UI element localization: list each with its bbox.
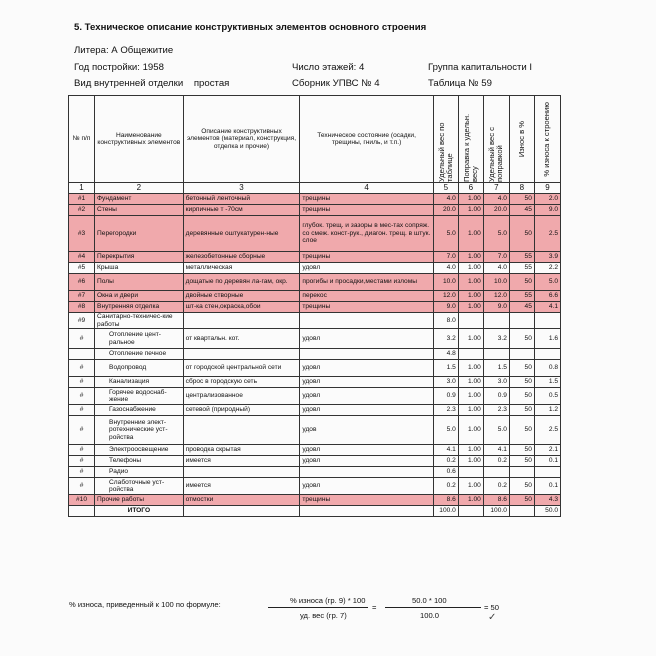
weight-coefficient: 1.00 bbox=[458, 478, 483, 495]
table-row bbox=[69, 445, 561, 456]
col-index: 7 bbox=[483, 183, 509, 194]
element-name: Прочие работы bbox=[95, 495, 184, 506]
weight-adjusted: 4.0 bbox=[483, 263, 509, 274]
wear-building-percent: 2.1 bbox=[534, 445, 560, 456]
total-empty-cell bbox=[183, 506, 300, 517]
element-name: Фундамент bbox=[95, 194, 184, 205]
document-title: 5. Техническое описание конструктивных элементов основного строения bbox=[74, 22, 427, 33]
element-condition: удовл bbox=[300, 388, 433, 405]
element-condition: трещины bbox=[300, 194, 433, 205]
element-description: двойные створные bbox=[183, 291, 300, 302]
weight-adjusted bbox=[483, 467, 509, 478]
weight-adjusted: 4.1 bbox=[483, 445, 509, 456]
weight-coefficient bbox=[458, 349, 483, 360]
weight-coefficient: 1.00 bbox=[458, 456, 483, 467]
element-description: проводка скрытая bbox=[183, 445, 300, 456]
element-description: сброс в городскую сеть bbox=[183, 377, 300, 388]
wear-percent: 45 bbox=[509, 205, 534, 216]
row-number: #6 bbox=[69, 274, 95, 291]
total-row bbox=[69, 506, 561, 517]
wear-percent: 50 bbox=[509, 416, 534, 445]
weight-adjusted: 2.3 bbox=[483, 405, 509, 416]
element-description: кирпичные т -70см bbox=[183, 205, 300, 216]
column-index-row bbox=[69, 183, 561, 194]
row-number: # bbox=[69, 416, 95, 445]
table-row bbox=[69, 478, 561, 495]
col-index: 2 bbox=[95, 183, 184, 194]
weight-table: 4.0 bbox=[433, 194, 458, 205]
element-name: Внутренняя отделка bbox=[95, 302, 184, 313]
row-number: #3 bbox=[69, 216, 95, 252]
weight-adjusted bbox=[483, 349, 509, 360]
row-number: #9 bbox=[69, 313, 95, 329]
weight-table: 20.0 bbox=[433, 205, 458, 216]
table-row bbox=[69, 263, 561, 274]
wear-building-percent: 6.6 bbox=[534, 291, 560, 302]
collection-label: Сборник УПВС № 4 bbox=[292, 78, 380, 89]
table-row bbox=[69, 360, 561, 377]
wear-percent: 50 bbox=[509, 377, 534, 388]
element-description: сетевой (природный) bbox=[183, 405, 300, 416]
element-name: Полы bbox=[95, 274, 184, 291]
element-description: отмостки bbox=[183, 495, 300, 506]
row-number: # bbox=[69, 405, 95, 416]
wear-percent: 55 bbox=[509, 291, 534, 302]
total-empty-cell bbox=[458, 506, 483, 517]
wear-percent: 50 bbox=[509, 194, 534, 205]
weight-coefficient: 1.00 bbox=[458, 274, 483, 291]
weight-table: 8.0 bbox=[433, 313, 458, 329]
element-description: железобетонные сборные bbox=[183, 252, 300, 263]
element-name: Отопление печное bbox=[95, 349, 184, 360]
element-description: имеется bbox=[183, 478, 300, 495]
table-row bbox=[69, 302, 561, 313]
elements-table bbox=[68, 95, 561, 517]
wear-building-percent: 3.9 bbox=[534, 252, 560, 263]
total-empty-cell bbox=[509, 506, 534, 517]
col-index: 1 bbox=[69, 183, 95, 194]
wear-percent: 50 bbox=[509, 445, 534, 456]
col-header-weight-table bbox=[433, 96, 458, 183]
weight-table: 4.8 bbox=[433, 349, 458, 360]
weight-adjusted: 4.0 bbox=[483, 194, 509, 205]
formula-numerator-value: 50.0 * 100 bbox=[412, 596, 447, 605]
floors-label: Число этажей: 4 bbox=[292, 62, 365, 73]
element-name: Радио bbox=[95, 467, 184, 478]
table-row bbox=[69, 194, 561, 205]
element-name: Телефоны bbox=[95, 456, 184, 467]
col-header-no: № п/п bbox=[69, 96, 95, 183]
element-condition bbox=[300, 349, 433, 360]
wear-building-percent bbox=[534, 313, 560, 329]
weight-coefficient: 1.00 bbox=[458, 302, 483, 313]
wear-percent bbox=[509, 313, 534, 329]
element-description: дощатые по деревян ла-гам, окр. bbox=[183, 274, 300, 291]
table-row bbox=[69, 495, 561, 506]
wear-percent: 50 bbox=[509, 388, 534, 405]
weight-adjusted: 5.0 bbox=[483, 416, 509, 445]
weight-table: 1.5 bbox=[433, 360, 458, 377]
col-header-weight-adjusted-text: Удельный вес с поправкой bbox=[487, 127, 505, 182]
weight-coefficient: 1.00 bbox=[458, 445, 483, 456]
element-name: Окна и двери bbox=[95, 291, 184, 302]
element-condition bbox=[300, 313, 433, 329]
wear-building-percent bbox=[534, 467, 560, 478]
weight-table: 0.2 bbox=[433, 456, 458, 467]
weight-table: 5.0 bbox=[433, 416, 458, 445]
weight-adjusted: 5.0 bbox=[483, 216, 509, 252]
element-name: Санитарно-техничес-кие работы bbox=[95, 313, 184, 329]
row-number: # bbox=[69, 445, 95, 456]
row-number: #1 bbox=[69, 194, 95, 205]
weight-adjusted: 3.2 bbox=[483, 329, 509, 349]
element-condition: удовл bbox=[300, 360, 433, 377]
element-condition: перекос bbox=[300, 291, 433, 302]
element-description: деревянные оштукатурен-ные bbox=[183, 216, 300, 252]
row-number: #4 bbox=[69, 252, 95, 263]
wear-building-percent: 2.2 bbox=[534, 263, 560, 274]
wear-building-percent: 2.5 bbox=[534, 216, 560, 252]
weight-coefficient bbox=[458, 467, 483, 478]
col-header-weight-adjusted bbox=[483, 96, 509, 183]
weight-adjusted: 1.5 bbox=[483, 360, 509, 377]
col-index: 9 bbox=[534, 183, 560, 194]
element-description: централизованное bbox=[183, 388, 300, 405]
weight-coefficient: 1.00 bbox=[458, 405, 483, 416]
wear-percent bbox=[509, 349, 534, 360]
element-condition: глубок. трещ. и зазоры в мес-тах сопряж. со смеж. конст-рук., диагон. трещ. в штук. слое bbox=[300, 216, 433, 252]
col-index: 5 bbox=[433, 183, 458, 194]
element-name: Электроосвещение bbox=[95, 445, 184, 456]
weight-table: 4.0 bbox=[433, 263, 458, 274]
weight-adjusted: 9.0 bbox=[483, 302, 509, 313]
element-condition: удовл bbox=[300, 478, 433, 495]
weight-coefficient: 1.00 bbox=[458, 495, 483, 506]
wear-percent: 50 bbox=[509, 216, 534, 252]
row-number: # bbox=[69, 467, 95, 478]
table-row bbox=[69, 377, 561, 388]
element-condition: трещины bbox=[300, 302, 433, 313]
table-row bbox=[69, 349, 561, 360]
weight-adjusted bbox=[483, 313, 509, 329]
weight-table: 10.0 bbox=[433, 274, 458, 291]
weight-coefficient: 1.00 bbox=[458, 416, 483, 445]
formula-equals: = bbox=[372, 603, 377, 612]
weight-adjusted: 0.2 bbox=[483, 456, 509, 467]
row-number: #2 bbox=[69, 205, 95, 216]
wear-percent: 50 bbox=[509, 360, 534, 377]
col-header-coef bbox=[458, 96, 483, 183]
wear-percent: 50 bbox=[509, 329, 534, 349]
element-description: от городской центральной сети bbox=[183, 360, 300, 377]
weight-adjusted: 8.6 bbox=[483, 495, 509, 506]
wear-building-percent: 9.0 bbox=[534, 205, 560, 216]
row-number: # bbox=[69, 329, 95, 349]
total-label: ИТОГО bbox=[95, 506, 184, 517]
row-number: # bbox=[69, 388, 95, 405]
row-number: #8 bbox=[69, 302, 95, 313]
weight-coefficient: 1.00 bbox=[458, 216, 483, 252]
weight-table: 5.0 bbox=[433, 216, 458, 252]
total-no-cell bbox=[69, 506, 95, 517]
table-row bbox=[69, 313, 561, 329]
element-name: Горячее водоснаб-жение bbox=[95, 388, 184, 405]
table-row bbox=[69, 456, 561, 467]
finish-label: Вид внутренней отделки простая bbox=[74, 78, 230, 89]
wear-percent: 50 bbox=[509, 456, 534, 467]
weight-adjusted: 20.0 bbox=[483, 205, 509, 216]
row-number: #10 bbox=[69, 495, 95, 506]
wear-percent: 45 bbox=[509, 302, 534, 313]
table-row bbox=[69, 416, 561, 445]
table-number-label: Таблица № 59 bbox=[428, 78, 492, 89]
weight-adjusted: 10.0 bbox=[483, 274, 509, 291]
weight-coefficient: 1.00 bbox=[458, 205, 483, 216]
wear-building-percent: 0.1 bbox=[534, 456, 560, 467]
weight-coefficient bbox=[458, 313, 483, 329]
element-description: бетонный ленточный bbox=[183, 194, 300, 205]
col-index: 6 bbox=[458, 183, 483, 194]
wear-building-percent: 4.1 bbox=[534, 302, 560, 313]
row-number: # bbox=[69, 360, 95, 377]
wear-building-percent: 1.5 bbox=[534, 377, 560, 388]
wear-percent bbox=[509, 467, 534, 478]
element-condition: удовл bbox=[300, 445, 433, 456]
table-row bbox=[69, 467, 561, 478]
formula-result: = 50 bbox=[484, 603, 499, 612]
row-number: # bbox=[69, 456, 95, 467]
col-header-name: Наименование конструктивных элементов bbox=[95, 96, 184, 183]
element-name: Водопровод bbox=[95, 360, 184, 377]
weight-coefficient: 1.00 bbox=[458, 329, 483, 349]
row-number: #5 bbox=[69, 263, 95, 274]
table-row bbox=[69, 252, 561, 263]
element-name: Канализация bbox=[95, 377, 184, 388]
element-name: Внутренние элект-ротехнические уст-ройства bbox=[95, 416, 184, 445]
wear-percent: 55 bbox=[509, 252, 534, 263]
table-header-row bbox=[69, 96, 561, 183]
element-description: металлическая bbox=[183, 263, 300, 274]
weight-coefficient: 1.00 bbox=[458, 194, 483, 205]
row-number: # bbox=[69, 478, 95, 495]
element-condition: удовл bbox=[300, 377, 433, 388]
formula-fraction-line bbox=[268, 607, 368, 608]
wear-percent: 50 bbox=[509, 495, 534, 506]
col-header-wear bbox=[509, 96, 534, 183]
element-name: Отопление цент-ральное bbox=[95, 329, 184, 349]
table-row bbox=[69, 329, 561, 349]
weight-coefficient: 1.00 bbox=[458, 377, 483, 388]
table-body bbox=[69, 194, 561, 506]
element-condition: удовл bbox=[300, 405, 433, 416]
wear-percent: 50 bbox=[509, 274, 534, 291]
weight-table: 2.3 bbox=[433, 405, 458, 416]
element-name: Крыша bbox=[95, 263, 184, 274]
checkmark-icon: ✓ bbox=[488, 612, 497, 623]
weight-adjusted: 0.2 bbox=[483, 478, 509, 495]
weight-table: 3.0 bbox=[433, 377, 458, 388]
formula-label: % износа, приведенный к 100 по формуле: bbox=[69, 600, 221, 609]
col-index: 4 bbox=[300, 183, 433, 194]
weight-table: 8.6 bbox=[433, 495, 458, 506]
table-row bbox=[69, 216, 561, 252]
formula-value-line bbox=[385, 607, 481, 608]
weight-table: 0.9 bbox=[433, 388, 458, 405]
wear-building-percent bbox=[534, 349, 560, 360]
wear-building-percent: 1.2 bbox=[534, 405, 560, 416]
element-condition: трещины bbox=[300, 495, 433, 506]
element-description bbox=[183, 467, 300, 478]
weight-coefficient: 1.00 bbox=[458, 252, 483, 263]
col-header-state: Техническое состояние (осадки, трещины, гниль, и т.п.) bbox=[300, 96, 433, 183]
wear-building-percent: 1.6 bbox=[534, 329, 560, 349]
litera-label: Литера: А Общежитие bbox=[74, 45, 174, 56]
row-number: #7 bbox=[69, 291, 95, 302]
wear-building-percent: 5.0 bbox=[534, 274, 560, 291]
element-description: имеется bbox=[183, 456, 300, 467]
col-header-coef-text: Поправка к удельн. весу bbox=[461, 113, 479, 182]
element-condition: трещины bbox=[300, 205, 433, 216]
col-header-wear-building-text: % износа к строению bbox=[542, 101, 552, 177]
element-condition: удов bbox=[300, 416, 433, 445]
wear-percent: 55 bbox=[509, 263, 534, 274]
wear-building-percent: 0.1 bbox=[534, 478, 560, 495]
weight-coefficient: 1.00 bbox=[458, 388, 483, 405]
weight-adjusted: 7.0 bbox=[483, 252, 509, 263]
formula-numerator: % износа (гр. 9) * 100 bbox=[290, 596, 366, 605]
total-wear: 50.0 bbox=[534, 506, 560, 517]
weight-coefficient: 1.00 bbox=[458, 263, 483, 274]
weight-table: 0.2 bbox=[433, 478, 458, 495]
element-name: Слаботочные уст-ройства bbox=[95, 478, 184, 495]
element-description bbox=[183, 349, 300, 360]
weight-table: 0.6 bbox=[433, 467, 458, 478]
row-number: # bbox=[69, 377, 95, 388]
total-weight-adjusted: 100.0 bbox=[483, 506, 509, 517]
element-name: Стены bbox=[95, 205, 184, 216]
element-condition: удовл bbox=[300, 329, 433, 349]
formula-denominator-value: 100.0 bbox=[420, 611, 440, 620]
element-condition: удовл bbox=[300, 456, 433, 467]
table-row bbox=[69, 405, 561, 416]
weight-adjusted: 12.0 bbox=[483, 291, 509, 302]
col-header-desc: Описание конструктивных элементов (материал, конструкция, отделка и прочие) bbox=[183, 96, 300, 183]
element-description: от квартальн. кот. bbox=[183, 329, 300, 349]
table-row bbox=[69, 388, 561, 405]
element-description: шт-ка стен,окраска,обои bbox=[183, 302, 300, 313]
col-header-weight-table-text: Удельный вес по таблице bbox=[436, 122, 454, 182]
element-condition bbox=[300, 467, 433, 478]
weight-adjusted: 0.9 bbox=[483, 388, 509, 405]
wear-percent: 50 bbox=[509, 405, 534, 416]
element-description bbox=[183, 313, 300, 329]
wear-building-percent: 0.8 bbox=[534, 360, 560, 377]
col-header-wear-building bbox=[534, 96, 560, 183]
wear-building-percent: 2.5 bbox=[534, 416, 560, 445]
element-name: Перегородки bbox=[95, 216, 184, 252]
table-row bbox=[69, 274, 561, 291]
wear-building-percent: 0.5 bbox=[534, 388, 560, 405]
weight-table: 12.0 bbox=[433, 291, 458, 302]
element-name: Газоснабжение bbox=[95, 405, 184, 416]
formula-denominator: уд. вес (гр. 7) bbox=[300, 611, 347, 620]
wear-building-percent: 2.0 bbox=[534, 194, 560, 205]
col-index: 3 bbox=[183, 183, 300, 194]
table-row bbox=[69, 291, 561, 302]
wear-percent: 50 bbox=[509, 478, 534, 495]
year-label: Год постройки: 1958 bbox=[74, 62, 164, 73]
wear-building-percent: 4.3 bbox=[534, 495, 560, 506]
weight-table: 4.1 bbox=[433, 445, 458, 456]
element-description bbox=[183, 416, 300, 445]
weight-table: 3.2 bbox=[433, 329, 458, 349]
weight-coefficient: 1.00 bbox=[458, 291, 483, 302]
element-condition: прогибы и просадки,местами изломы bbox=[300, 274, 433, 291]
weight-coefficient: 1.00 bbox=[458, 360, 483, 377]
col-index: 8 bbox=[509, 183, 534, 194]
table-row bbox=[69, 205, 561, 216]
element-condition: удовл bbox=[300, 263, 433, 274]
total-empty-cell bbox=[300, 506, 433, 517]
group-label: Группа капитальности I bbox=[428, 62, 533, 73]
element-name: Перекрытия bbox=[95, 252, 184, 263]
weight-table: 9.0 bbox=[433, 302, 458, 313]
total-weight: 100.0 bbox=[433, 506, 458, 517]
element-condition: трещины bbox=[300, 252, 433, 263]
col-header-wear-text: Износ в % bbox=[516, 120, 526, 158]
weight-table: 7.0 bbox=[433, 252, 458, 263]
row-number bbox=[69, 349, 95, 360]
weight-adjusted: 3.0 bbox=[483, 377, 509, 388]
